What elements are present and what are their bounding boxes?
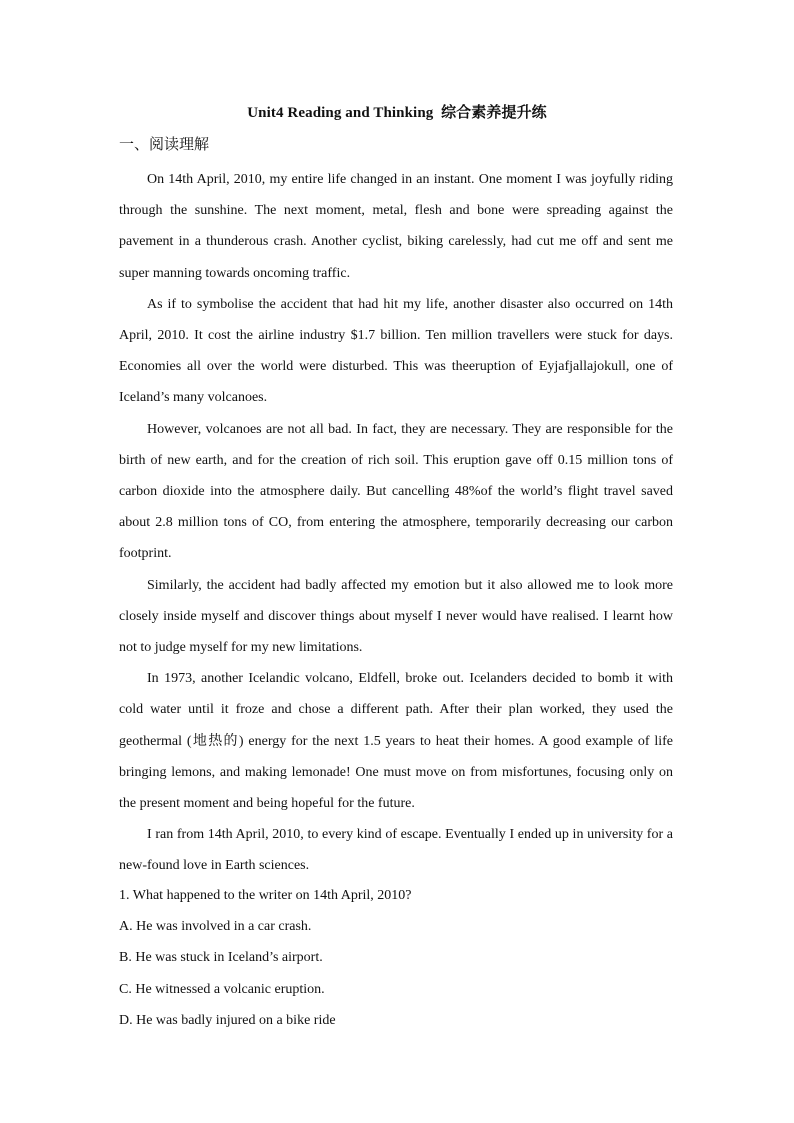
- passage-paragraph: On 14th April, 2010, my entire life changed in an instant. One moment I was joyfully riding through the sunshine. The next moment, metal, flesh and bone were spreading against the pavement in a thunderous crash. Another cyclist, biking carelessly, had cut me off and sent me super manning towards oncoming traffic.: [119, 172, 673, 281]
- document-title: Unit4 Reading and Thinking 综合素养提升练: [247, 105, 547, 121]
- passage-paragraph: In 1973, another Icelandic volcano, Eldfell, broke out. Icelanders decided to bomb it with cold water until it froze and chose a different path. After their plan worked, they used the geothermal (地热的) energy for the next 1.5 years to heat their homes. A good example of life bringing lemons, and making lemonade! One must move on from misfortunes, focusing only on the present moment and being hopeful for the future.: [119, 671, 673, 812]
- passage-paragraph: I ran from 14th April, 2010, to every kind of escape. Eventually I ended up in university for a new-found love in Earth sciences.: [119, 827, 673, 874]
- question-block: [119, 880, 673, 1036]
- answer-option-d: D. He was badly injured on a bike ride: [119, 1012, 336, 1028]
- question-stem: 1. What happened to the writer on 14th April, 2010?: [119, 888, 412, 903]
- reading-passage: [119, 164, 673, 882]
- passage-paragraph: As if to symbolise the accident that had hit my life, another disaster also occurred on 14th April, 2010. It cost the airline industry $1.7 billion. Ten million travellers were stuck for days. Economies all over the world were disturbed. This was theeruption of Eyjafjallajokull, one of Iceland’s many volcanoes.: [119, 296, 673, 406]
- answer-option-a: A. He was involved in a car crash.: [119, 919, 312, 935]
- passage-paragraph: However, volcanoes are not all bad. In fact, they are necessary. They are responsible for the birth of new earth, and for the creation of rich soil. This eruption gave off 0.15 million tons of carbon dioxide into the atmosphere daily. But cancelling 48%of the world’s flight travel saved about 2.8 million tons of CO, from entering the atmosphere, temporarily decreasing our carbon footprint.: [119, 421, 673, 562]
- section-heading: 一、阅读理解: [119, 135, 210, 153]
- passage-paragraph: Similarly, the accident had badly affected my emotion but it also allowed me to look more closely inside myself and discover things about myself I never would have realised. I learnt how not to judge myself for my new limitations.: [119, 577, 673, 656]
- answer-option-b: B. He was stuck in Iceland’s airport.: [119, 950, 323, 966]
- answer-option-c: C. He witnessed a volcanic eruption.: [119, 981, 325, 997]
